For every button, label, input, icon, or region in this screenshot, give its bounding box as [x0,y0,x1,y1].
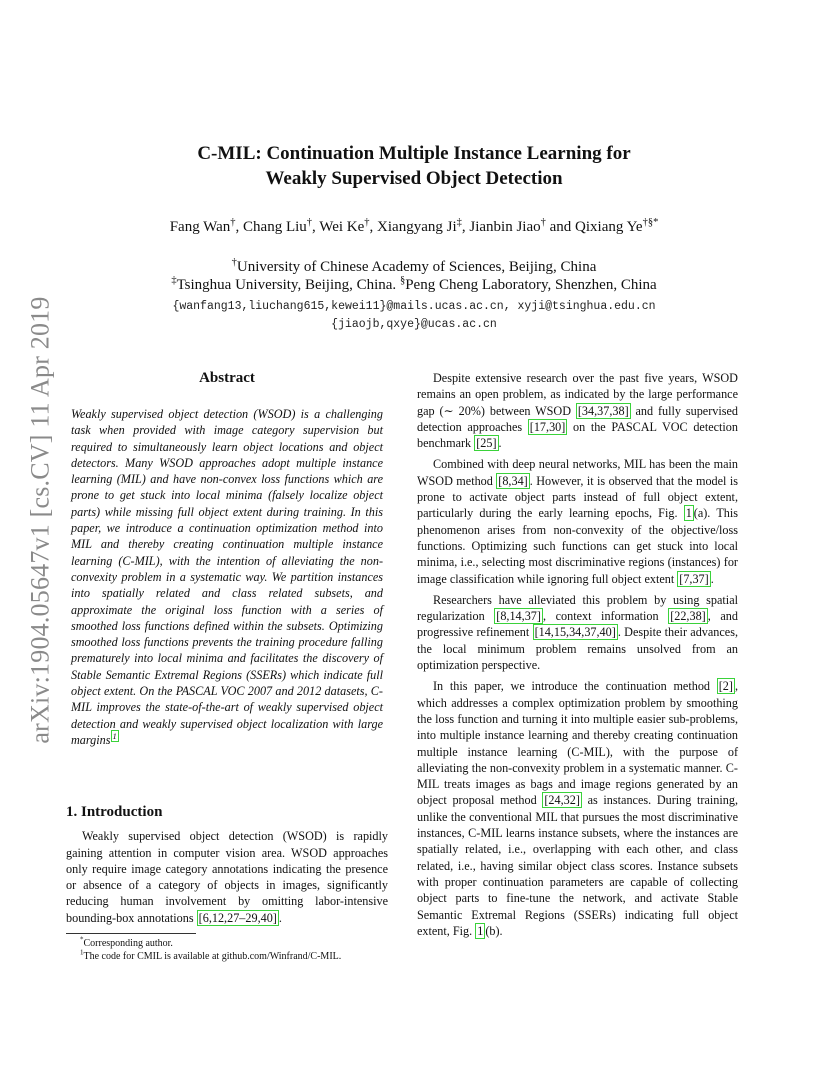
paragraph-text: . However, it is observed that the model is prone to activate object parts instead of full object extent, particularly during the early learning epochs, Fig. [417,473,738,521]
abstract-heading: Abstract [199,370,255,386]
citation-link[interactable]: [25] [476,436,497,451]
paragraph-text: as instances. During training, unlike the conventional MIL that pursues the most discriminative instances, C-MIL learns instance subsets, where the instances are spatially related, i.e., overlapping with each other, and class related, i.e., having similar object class scores. Instance subsets with proper continuation parameters are capable of collecting object parts to fine-tune the network, and activate Stable Semantic Extremal Regions (SSERs) indicating full object extent, Fig. [417,793,738,938]
paper-title [0,141,828,191]
paragraph-text: and fully supervised detection approaches [417,403,738,434]
intro-paragraph: Weakly supervised object detection (WSOD) is rapidly gaining attention in computer vision area. WSOD approaches only require image category annotations indicating the presence or absence of a category of objects in images, significantly reducing human involvement by omitting labor-intensive bounding-box annotations [6,12,27–29,40] . [66,829,388,925]
author-name: Fang Wan [169,219,231,235]
affiliations [0,258,828,294]
author-separator: , [369,219,378,235]
author-name: Chang Liu [243,219,307,235]
abstract-text [66,406,388,748]
paragraph-text: on the PASCAL VOC detection benchmark [417,419,738,451]
paragraph-text: Despite extensive research over the past five years, WSOD remains an open problem, as indicated by the large performance gap (∼ 20%) between WSOD [417,371,738,418]
affiliation-line-2 [0,276,828,294]
author-separator: , [461,219,470,235]
affiliation-text: Peng Cheng Laboratory, Shenzhen, China [405,277,657,293]
paragraph-text: , context information [542,609,669,624]
body-paragraph-1 [417,370,738,451]
footnote-corresponding [66,937,388,950]
footnote-code [66,950,388,963]
affiliation-mark: † [231,257,237,268]
author-separator: , [312,219,320,235]
footnote-mark: 1 [80,948,84,957]
author-mark: † [230,217,236,228]
citation-link[interactable]: [22,38] [670,609,706,624]
paragraph-text: Researchers have alleviated this problem by using spatial regularization [417,592,738,624]
affiliation-line-1 [0,258,828,276]
citation-link[interactable]: [7,37] [679,571,709,586]
footnote-mark: * [80,935,84,944]
paragraph-text: , and progressive refinement [417,609,738,640]
figure-link[interactable]: 1 [685,506,692,521]
paragraph-text: . [710,571,714,586]
affiliation-mark: ‡ [171,275,177,286]
section-heading-introduction: 1. Introduction [66,804,163,821]
footnote-text: The code for CMIL is available at github.com/Winfrand/C-MIL. [83,951,342,962]
citation-link[interactable]: [34,37,38] [577,403,629,418]
citation-link[interactable]: [14,15,34,37,40] [534,625,616,640]
citation-link[interactable]: [6,12,27–29,40] [198,910,277,925]
paragraph-text: Weakly supervised object detection (WSOD) is rapidly gaining attention in computer vision area. WSOD approaches only require image category annotations indicating the presence or absence of a category of objects in images, significantly reducing human involvement by omitting labor-intensive bounding-box annotations [66,829,388,925]
author-mark: ‡ [456,217,462,228]
body-paragraph-4 [417,678,738,939]
citation-link[interactable]: [8,34] [498,473,528,488]
citation-link[interactable]: [24,32] [544,793,580,808]
author-name: Xiangyang Ji [377,219,457,235]
right-column [417,370,738,944]
body-paragraph-2 [417,456,738,586]
citation-link[interactable]: [2] [718,679,733,694]
affiliation-text: University of Chinese Academy of Sciences, Beijing, China [236,259,597,275]
arxiv-identifier: arXiv:1904.05647v1 [cs.CV] 11 Apr 2019 [26,296,55,744]
author-name: Wei Ke [319,219,365,235]
figure-link[interactable]: 1 [477,923,484,938]
author-emails [0,298,828,334]
footnote-link[interactable]: 1 [112,730,117,741]
author-name: Jianbin Jiao [469,219,541,235]
author-list [0,217,828,237]
footnote-text: Corresponding author. [83,938,173,949]
affiliation-text: Tsinghua University, Beijing, China. [176,277,400,293]
author-name: Qixiang Ye [575,219,643,235]
footnotes [66,937,388,963]
paragraph-text: Combined with deep neural networks, MIL has been the main WSOD method [417,457,738,488]
title-line-2: Weakly Supervised Object Detection [265,168,563,189]
author-separator: , [235,219,244,235]
author-mark: †§* [642,217,659,228]
paragraph-text: . [498,436,502,451]
citation-link[interactable]: [17,30] [529,419,566,434]
paragraph-text: (b). [485,923,503,938]
email-line-2: {jiaojb,qxye}@ucas.ac.cn [331,318,497,331]
affiliation-mark: § [399,275,406,286]
author-mark: † [540,217,546,228]
citation-link[interactable]: [8,14,37] [496,609,541,624]
abstract-body: Weakly supervised object detection (WSOD) is a challenging task when provided with image category supervision but required to simultaneously learn object locations and object detectors. Many WSOD approaches adopt multiple instance learning (MIL) and have non-convex loss functions which are prone to get stuck into local minima (falsely localize object parts) while missing full object extent during training. In this paper, we introduce a continuation optimization method into MIL and thereby creating continuation multiple instance learning (C-MIL), with the intention of alleviating the non-convexity problem in a systematic way. We partition instances into spatially related and class related subsets, and approximate the original loss function with a series of smoothed loss functions defined within the subsets. Optimizing smoothed loss functions prevents the training procedure falling prematurely into local minima and facilitates the discovery of Stable Semantic Extremal Regions (SSERs) which indicate full object extent. On the PASCAL VOC 2007 and 2012 datasets, C-MIL improves the state-of-the-art of weakly supervised object detection and weakly supervised object localization with large margins [71,407,383,747]
paragraph-text: (a). This phenomenon arises from non-convexity of the objective/loss functions. Optimizing such functions can get stuck into local minima, i.e., selecting most discriminative regions (instances) for image classification while ignoring full object extent [417,506,738,586]
author-mark: † [306,217,313,228]
title-line-1: C-MIL: Continuation Multiple Instance Learning for [197,143,631,164]
author-mark: † [364,217,370,228]
paragraph-text: In this paper, we introduce the continuation method [433,679,717,694]
footnote-divider [66,933,196,934]
paragraph-text: , which addresses a complex optimization problem by smoothing the loss function and turning it into multiple easier sub-problems, into multiple instance learning and thereby creating continuation multiple instance learning (C-MIL), with the purpose of alleviating the non-convexity problem in a systematic manner. C-MIL treats images as bags and image regions generated by an object proposal method [417,679,738,808]
body-paragraph-3 [417,592,738,673]
author-separator: and [545,219,576,235]
email-line-1: {wanfang13,liuchang615,kewei11}@mails.ucas.ac.cn, xyji@tsinghua.edu.cn [172,300,656,313]
left-column [66,368,388,931]
paragraph-text: . Despite their advances, the local minimum problem remains unsolved from an optimization perspective. [417,625,739,673]
